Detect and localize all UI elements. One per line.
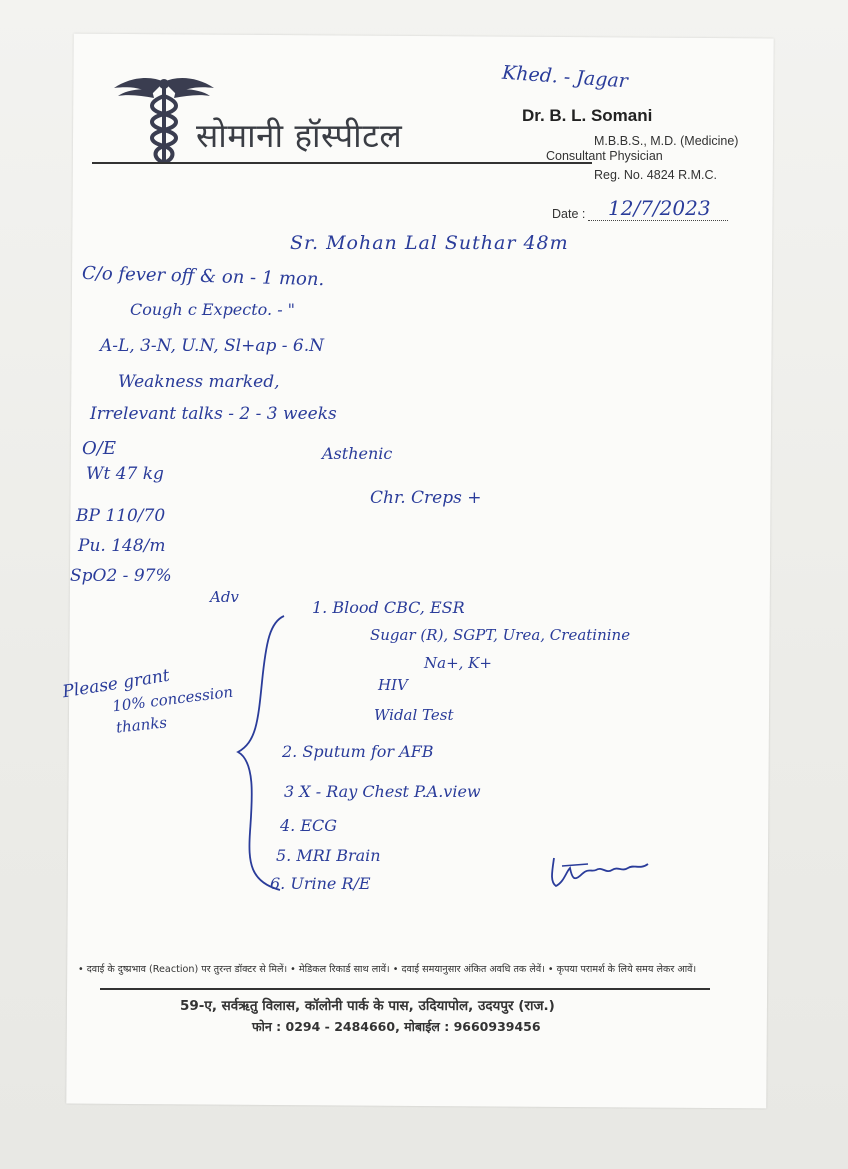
complaint-line-2: Cough c Expecto. - " (130, 300, 296, 319)
concession-line-2: 10% concession (111, 682, 235, 716)
investigation-6: 6. Urine R/E (270, 874, 371, 893)
investigation-1: 1. Blood CBC, ESR (312, 598, 465, 617)
footer-phone: फोन : 0294 - 2484660, मोबाईल : 9660939456 (252, 1019, 541, 1034)
date-value: 12/7/2023 (608, 196, 711, 220)
footer-instructions: • दवाई के दुष्प्रभाव (Reaction) पर तुरन्त डॉक्टर से मिलें। • मेडिकल रिकार्ड साथ लावें। • दवाई समयानुसार अंकित अवधि तक लेवें। • कृपया परामर्श के लिये समय लेकर आवें। (78, 964, 697, 975)
doctor-designation: Consultant Physician (546, 149, 663, 163)
prescription-sheet (66, 34, 773, 1109)
doctor-degrees: M.B.B.S., M.D. (Medicine) (594, 134, 739, 148)
oe-label: O/E (82, 438, 116, 459)
investigation-5: 5. MRI Brain (276, 846, 381, 865)
spo2-note: SpO2 - 97% (70, 566, 172, 586)
complaint-line-3: A-L, 3-N, U.N, Sl+ap - 6.N (100, 336, 325, 356)
bp-note: BP 110/70 (76, 506, 166, 526)
history-line-2: Irrelevant talks - 2 - 3 weeks (90, 404, 337, 424)
asthenic-note: Asthenic (322, 444, 393, 463)
investigation-1c: Na+, K+ (424, 654, 492, 672)
concession-line-3: thanks (115, 713, 168, 737)
header-rule (92, 162, 592, 164)
handwritten-header-note: Khed. - Jagar (501, 61, 629, 93)
complaint-line-1: C/o fever off & on - 1 mon. (81, 262, 325, 291)
concession-line-1: Please grant (61, 665, 172, 703)
footer-rule (100, 988, 710, 990)
investigation-4: 4. ECG (280, 816, 338, 835)
investigation-1e: Widal Test (374, 706, 454, 724)
weight-note: Wt 47 kg (86, 464, 164, 484)
pulse-note: Pu. 148/m (78, 536, 166, 556)
history-line-1: Weakness marked, (118, 372, 280, 392)
chest-note: Chr. Creps + (370, 488, 482, 508)
date-label: Date : (552, 207, 586, 221)
doctor-name: Dr. B. L. Somani (522, 106, 653, 125)
footer-address: 59-ए, सर्वऋतु विलास, कॉलोनी पार्क के पास, उदियापोल, उदयपुर (राज.) (180, 998, 555, 1014)
hospital-name: सोमानी हॉस्पीटल (196, 116, 403, 155)
date-dotted-line (588, 220, 728, 221)
investigation-1d: HIV (378, 676, 408, 694)
patient-name-line: Sr. Mohan Lal Suthar 48m (290, 232, 569, 254)
doctor-signature (548, 852, 658, 892)
investigation-1b: Sugar (R), SGPT, Urea, Creatinine (370, 626, 631, 644)
registration-number: Reg. No. 4824 R.M.C. (594, 168, 717, 182)
investigation-2: 2. Sputum for AFB (282, 742, 434, 761)
advice-label: Adv (210, 588, 239, 606)
investigation-3: 3 X - Ray Chest P.A.view (284, 782, 481, 801)
